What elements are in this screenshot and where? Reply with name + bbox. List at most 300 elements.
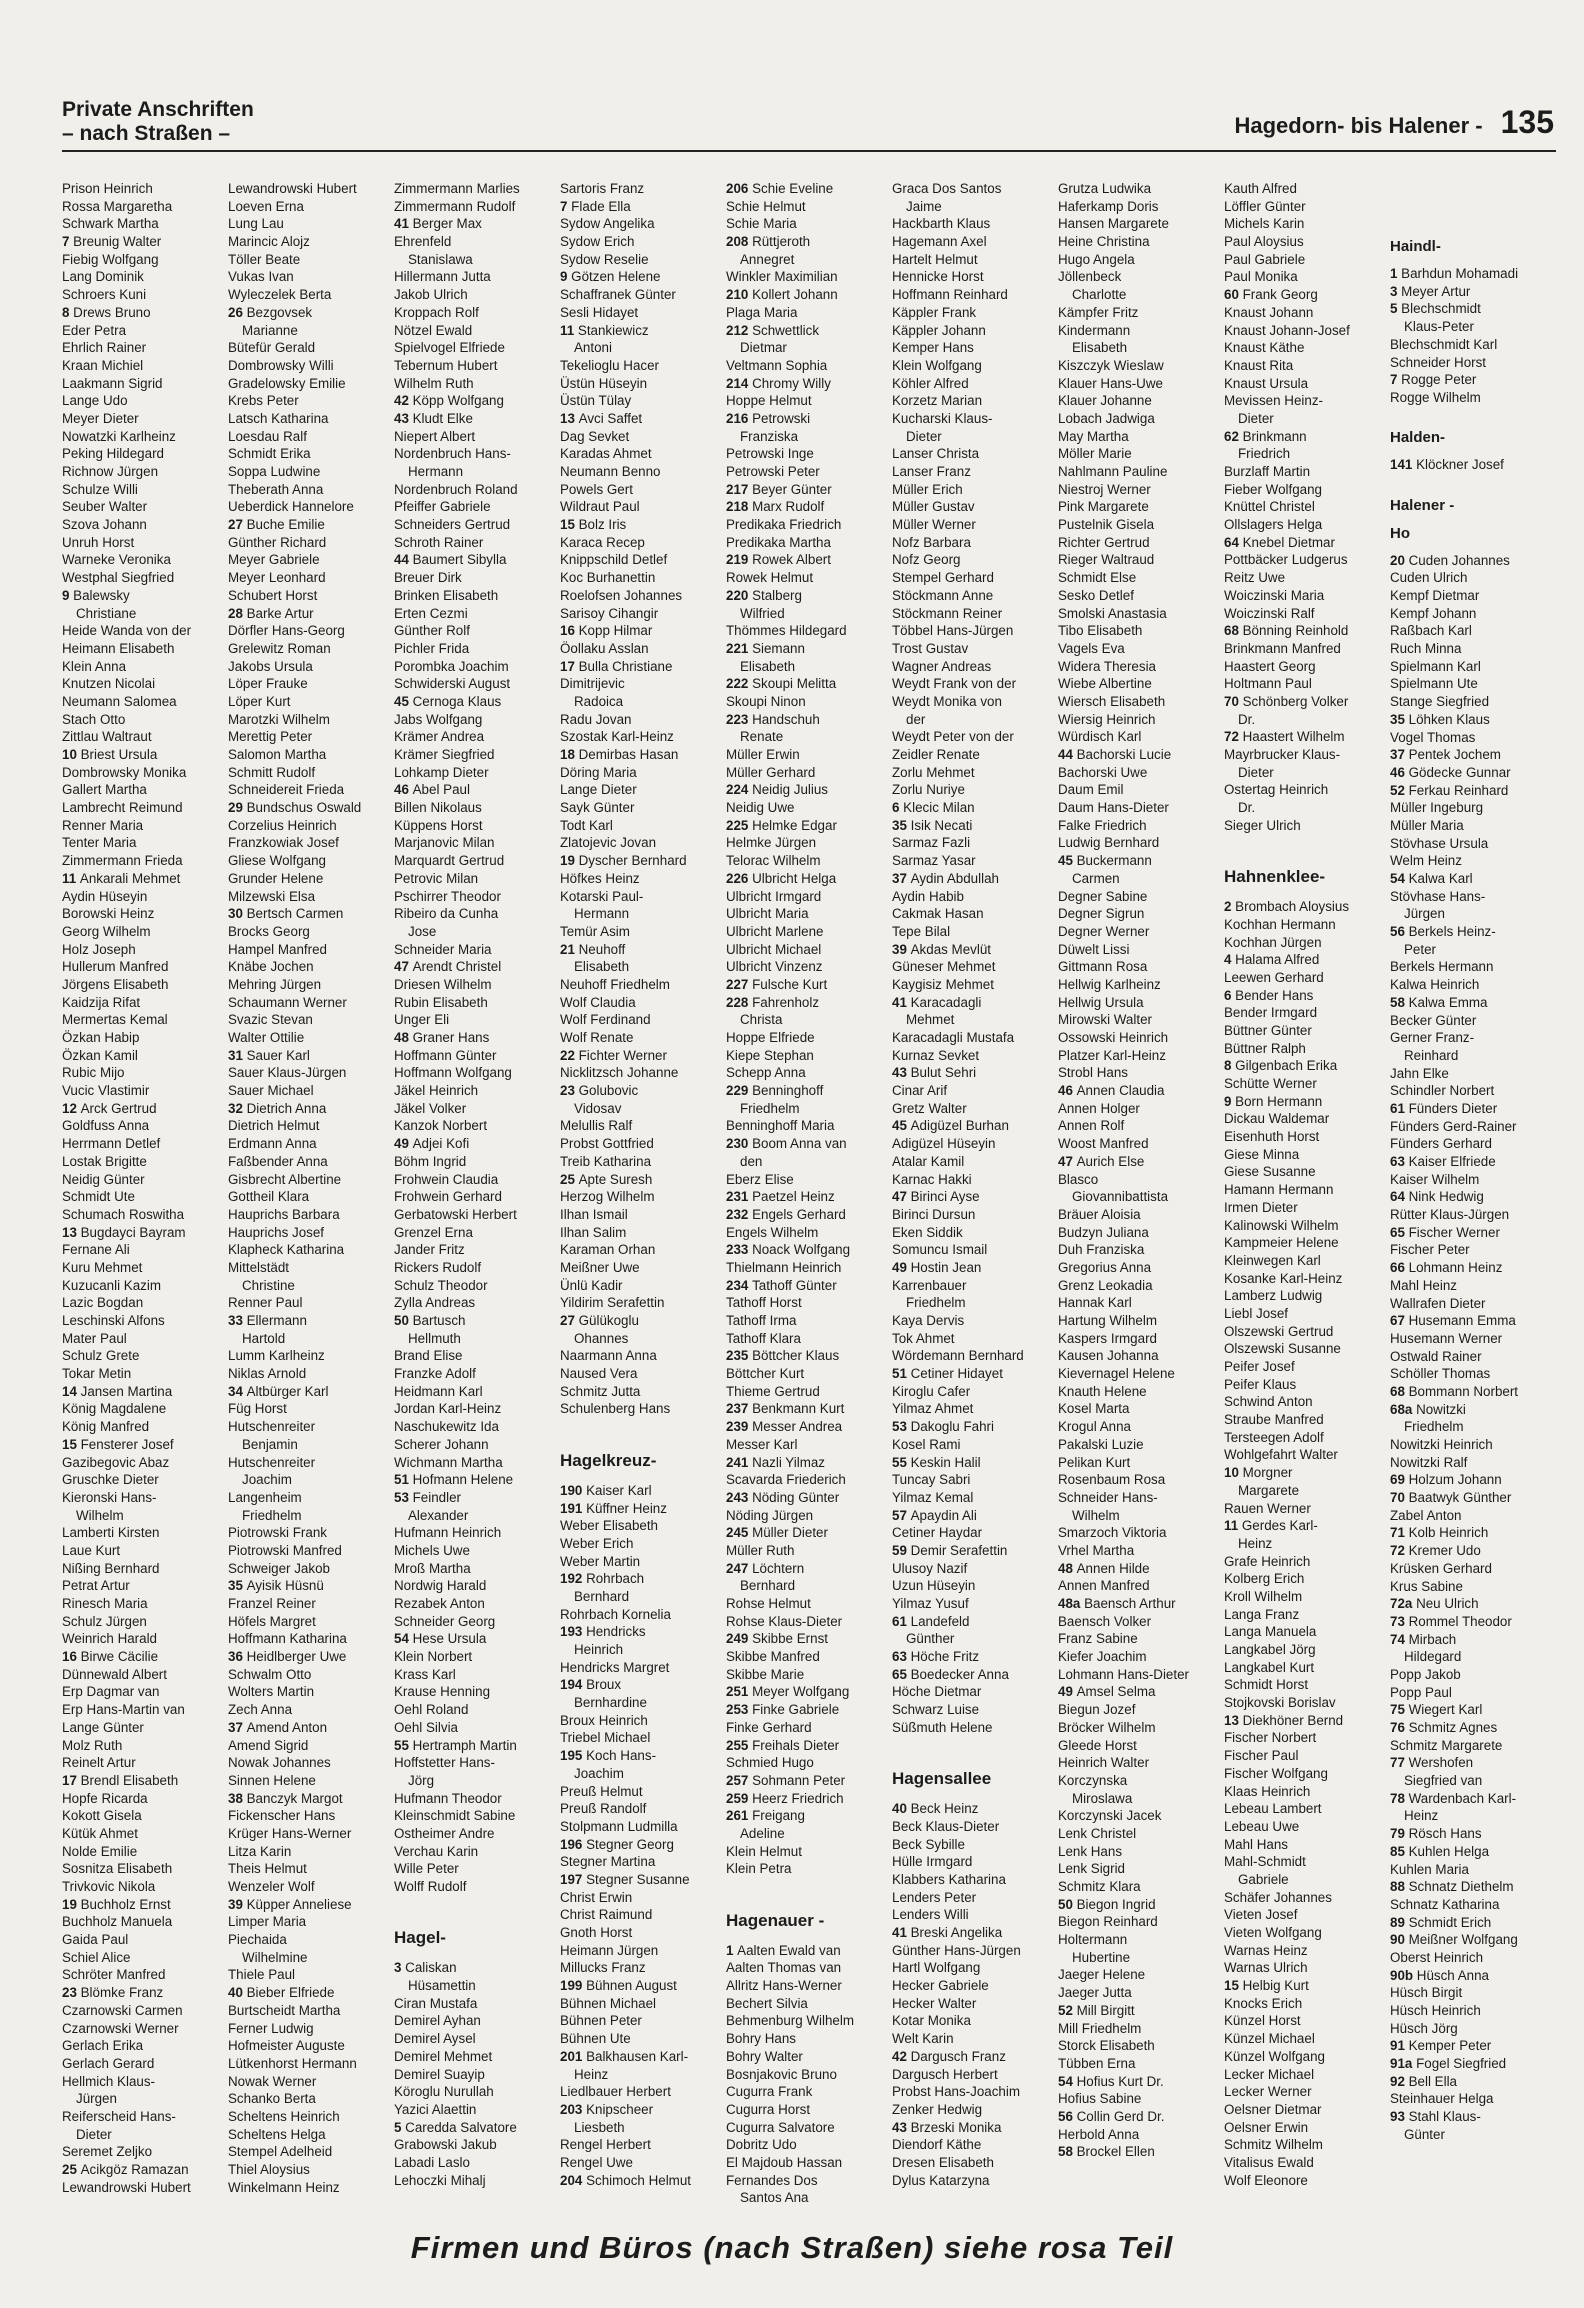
directory-entry: Mehring Jürgen — [228, 976, 322, 992]
house-number: 9 — [62, 587, 74, 603]
directory-entry: Scheltens Heinrich — [228, 2108, 340, 2124]
house-number: 3 — [1390, 283, 1402, 299]
directory-entry: Thieme Gertrud — [726, 1383, 820, 1399]
resident-name: Kaiser Elfriede — [1408, 1154, 1496, 1169]
spacer — [726, 1878, 892, 1896]
directory-entry: Krause Henning — [394, 1684, 491, 1700]
directory-entry — [1224, 898, 1390, 916]
directory-entry: Kochhan Jürgen — [1224, 934, 1322, 950]
directory-entry: Welm Heinz — [1390, 853, 1462, 869]
house-number: 37 — [892, 870, 911, 886]
entry-continuation: Dieter — [76, 2126, 112, 2142]
directory-entry: Demirel Mehmet — [394, 2048, 493, 2064]
directory-entry: Langa Franz — [1224, 1606, 1300, 1622]
directory-entry — [1058, 2108, 1224, 2126]
entry-continuation: Jose — [408, 923, 437, 939]
resident-name: Pentek Jochem — [1408, 747, 1501, 763]
entry-continuation: Benjamin — [242, 1436, 298, 1452]
directory-entry — [560, 1977, 726, 1995]
directory-entry — [1224, 1517, 1390, 1535]
entry-continuation: Mehmet — [906, 1012, 955, 1028]
resident-name: Karacadagli — [910, 994, 982, 1010]
directory-entry: Pschirrer Theodor — [394, 888, 501, 904]
spacer — [394, 1896, 560, 1914]
directory-entry — [726, 1188, 892, 1206]
entry-continuation: Franziska — [740, 428, 799, 444]
directory-entry: Daum Hans-Dieter — [1058, 800, 1169, 816]
directory-entry: Bühnen Ute — [560, 2031, 631, 2047]
entry-continuation: Wilhelm — [1072, 1507, 1120, 1523]
directory-entry: Mater Paul — [62, 1330, 127, 1346]
directory-entry: Karadas Ahmet — [560, 446, 652, 462]
directory-entry: Powels Gert — [560, 481, 633, 497]
directory-entry: Veltmann Sophia — [726, 357, 828, 373]
directory-entry: Grutza Ludwika — [1058, 181, 1152, 196]
resident-name: Diekhöner Bernd — [1242, 1712, 1344, 1728]
directory-entry: Strobl Hans — [1058, 1065, 1128, 1081]
house-number: 70 — [1390, 1490, 1409, 1506]
directory-entry: Lange Dieter — [560, 782, 637, 798]
directory-entry: Kievernagel Helene — [1058, 1366, 1175, 1382]
resident-name: Hese Ursula — [412, 1631, 487, 1647]
house-number: 31 — [228, 1047, 247, 1063]
directory-entry: Czarnowski Werner — [62, 2020, 179, 2036]
directory-entry: Wallrafen Dieter — [1390, 1295, 1486, 1311]
directory-entry — [726, 675, 892, 693]
resident-name: Ayisik Hüsnü — [246, 1578, 324, 1594]
directory-entry — [892, 2048, 1058, 2066]
directory-entry: Schiel Alice — [62, 1949, 131, 1965]
directory-entry: Kauth Alfred — [1224, 181, 1297, 196]
directory-entry — [62, 746, 228, 764]
entry-continuation: Dietmar — [740, 340, 787, 356]
directory-entry: Schneider Georg — [394, 1613, 496, 1629]
resident-name: Demir Serafettin — [910, 1542, 1008, 1558]
directory-entry: Lehoczki Mihalj — [394, 2172, 486, 2188]
directory-entry — [228, 1047, 394, 1065]
directory-entry: Tibo Elisabeth — [1058, 623, 1143, 639]
directory-entry: Hampel Manfred — [228, 941, 327, 957]
directory-entry: Schroth Rainer — [394, 534, 484, 550]
directory-entry: Ruch Minna — [1390, 641, 1462, 657]
directory-entry: Husemann Werner — [1390, 1330, 1503, 1346]
directory-entry: Korczynska — [1058, 1772, 1128, 1788]
entry-continuation: Dieter — [1238, 410, 1274, 426]
house-number: 40 — [228, 1985, 247, 2001]
directory-entry — [726, 498, 892, 516]
column-5 — [726, 180, 892, 2206]
resident-name: Blömke Franz — [80, 1985, 164, 2001]
directory-entry: Ferner Ludwig — [228, 2020, 314, 2036]
directory-entry: Steinhauer Helga — [1390, 2091, 1494, 2107]
house-number: 13 — [1224, 1712, 1243, 1728]
house-number: 66 — [1390, 1260, 1409, 1276]
directory-entry — [1390, 1631, 1556, 1649]
directory-entry: Kosel Marta — [1058, 1401, 1130, 1417]
directory-entry: Degner Sabine — [1058, 888, 1148, 904]
house-number: 51 — [394, 1472, 413, 1488]
directory-entry: Rengel Uwe — [560, 2154, 633, 2170]
resident-name: Heidlberger Uwe — [246, 1649, 347, 1665]
directory-entry: Nöding Jürgen — [726, 1507, 814, 1523]
resident-name: Briest Ursula — [80, 747, 158, 762]
directory-entry: Vieten Josef — [1224, 1907, 1298, 1923]
directory-entry: Wolf Renate — [560, 1030, 634, 1045]
house-number: 37 — [228, 1719, 247, 1735]
directory-entry: Jahn Elke — [1390, 1065, 1449, 1081]
house-number: 72 — [1390, 1543, 1409, 1559]
directory-entry: Fischer Peter — [1390, 1242, 1470, 1258]
directory-entry: Düwelt Lissi — [1058, 941, 1130, 957]
directory-entry: Irmen Dieter — [1224, 1199, 1298, 1215]
directory-entry: Schroers Kuni — [62, 287, 147, 303]
directory-entry — [1390, 2055, 1556, 2073]
directory-entry: Schwind Anton — [1224, 1394, 1313, 1410]
directory-entry — [892, 1117, 1058, 1135]
directory-entry — [1390, 2037, 1556, 2055]
house-number: 199 — [560, 1978, 587, 1994]
directory-entry: Knaust Johann — [1224, 304, 1314, 320]
directory-entry — [1390, 1701, 1556, 1719]
directory-entry: Jander Fritz — [394, 1242, 465, 1258]
directory-entry — [892, 1259, 1058, 1277]
directory-entry — [560, 1747, 726, 1765]
directory-entry: Fischer Norbert — [1224, 1730, 1317, 1746]
directory-entry: Wilhelm Ruth — [394, 375, 474, 391]
house-number: 5 — [1390, 301, 1402, 317]
directory-entry — [394, 781, 560, 799]
directory-entry: Dickau Waldemar — [1224, 1111, 1330, 1127]
directory-entry: Schaffranek Günter — [560, 287, 676, 303]
directory-entry: Engels Wilhelm — [726, 1224, 819, 1240]
resident-name: Kuhlen Helga — [1408, 1843, 1490, 1859]
entry-continuation: Hubertine — [1072, 1949, 1131, 1965]
directory-entry: Rieger Waltraud — [1058, 552, 1155, 568]
directory-entry: Triebel Michael — [560, 1730, 651, 1746]
house-number: 11 — [62, 870, 80, 886]
entry-continuation: Dr. — [1238, 800, 1256, 816]
directory-entry: Schmidt Erika — [228, 446, 311, 462]
directory-entry: Scherer Johann — [394, 1436, 489, 1452]
directory-entry: Hutschenreiter — [228, 1419, 316, 1435]
directory-entry — [726, 233, 892, 251]
directory-entry: Giese Minna — [1224, 1146, 1300, 1162]
directory-entry: Kosel Rami — [892, 1436, 961, 1452]
directory-entry: Lanser Christa — [892, 446, 980, 462]
directory-entry: Zeidler Renate — [892, 747, 980, 762]
directory-entry: Grunder Helene — [228, 870, 324, 886]
directory-entry — [1224, 693, 1390, 711]
house-number: 75 — [1390, 1702, 1409, 1718]
resident-name: Bommann Norbert — [1408, 1383, 1519, 1399]
entry-continuation: Bernhard — [574, 1588, 630, 1604]
directory-entry — [1390, 1613, 1556, 1631]
house-number: 208 — [726, 234, 753, 250]
directory-entry: Demirel Suayip — [394, 2066, 485, 2082]
directory-entry: Franz Sabine — [1058, 1631, 1138, 1647]
resident-name: Frank Georg — [1242, 287, 1318, 303]
resident-name: Tathoff Günter — [752, 1277, 837, 1293]
directory-entry: Hufmann Heinrich — [394, 1525, 502, 1541]
entry-continuation: Antoni — [574, 340, 612, 356]
directory-entry: Thiel Aloysius — [228, 2162, 310, 2177]
directory-entry: Dylus Katarzyna — [892, 2172, 990, 2188]
directory-entry: Aalten Thomas van — [726, 1960, 842, 1976]
resident-name: Löchtern — [752, 1560, 805, 1576]
resident-name: Amsel Selma — [1076, 1684, 1156, 1700]
directory-entry: Unruh Horst — [62, 534, 135, 550]
directory-entry: Schulze Willi — [62, 481, 138, 497]
directory-entry: Tok Ahmet — [892, 1330, 955, 1346]
directory-entry: Zorlu Nuriye — [892, 782, 965, 798]
directory-entry: Widera Theresia — [1058, 658, 1156, 674]
directory-entry: Millucks Franz — [560, 1960, 646, 1976]
spacer — [1390, 407, 1556, 425]
resident-name: Nöding Günter — [752, 1489, 840, 1505]
directory-entry: Heine Christina — [1058, 234, 1150, 250]
resident-name: Fünders Dieter — [1408, 1100, 1498, 1116]
house-number: 61 — [1390, 1100, 1409, 1116]
directory-entry: Schöller Thomas — [1390, 1366, 1491, 1382]
directory-entry: Stojkovski Borislav — [1224, 1695, 1336, 1711]
directory-entry — [1224, 951, 1390, 969]
directory-entry — [726, 1942, 892, 1960]
house-number: 40 — [892, 1801, 911, 1817]
resident-name: Fogel Siegfried — [1416, 2056, 1507, 2072]
directory-entry: Hüsch Birgit — [1390, 1985, 1463, 2001]
house-number: 261 — [726, 1808, 753, 1824]
resident-name: Meyer Artur — [1401, 283, 1471, 299]
directory-entry: Koc Burhanettin — [560, 570, 656, 586]
resident-name: Morgner — [1242, 1465, 1293, 1481]
directory-entry — [726, 1418, 892, 1436]
resident-name: Brockel Ellen — [1076, 2144, 1155, 2160]
directory-entry: Pakalski Luzie — [1058, 1436, 1144, 1452]
directory-entry — [228, 1719, 394, 1737]
directory-entry — [1224, 987, 1390, 1005]
resident-name: Bulla Christiane — [578, 658, 673, 674]
directory-entry: Seremet Zeljko — [62, 2144, 153, 2160]
directory-entry: Schneider Horst — [1390, 354, 1487, 370]
directory-entry: Peking Hildegard — [62, 446, 164, 462]
house-number: 214 — [726, 375, 753, 391]
directory-entry: Thielmann Heinrich — [726, 1259, 842, 1275]
directory-entry: Rubic Mijo — [62, 1065, 125, 1081]
entry-continuation: Wilhelmine — [242, 1949, 308, 1965]
directory-entry: Gleede Horst — [1058, 1737, 1137, 1753]
directory-entry: Loeven Erna — [228, 198, 304, 214]
directory-entry: Brinken Elisabeth — [394, 587, 499, 603]
directory-entry: Schmitz Margarete — [1390, 1737, 1503, 1753]
directory-entry: Hauprichs Barbara — [228, 1206, 340, 1222]
directory-entry — [1390, 2073, 1556, 2091]
directory-entry: Cakmak Hasan — [892, 906, 984, 922]
directory-entry: Heidmann Karl — [394, 1383, 483, 1399]
resident-name: Stalberg — [752, 587, 802, 603]
directory-entry: Klein Norbert — [394, 1649, 473, 1665]
directory-entry: Ünlü Kadir — [560, 1277, 623, 1293]
directory-entry — [1390, 1595, 1556, 1613]
directory-entry: Kaidzija Rifat — [62, 994, 141, 1010]
directory-entry: Duh Franziska — [1058, 1242, 1145, 1258]
directory-entry — [1390, 1790, 1556, 1808]
directory-entry: Kiepe Stephan — [726, 1047, 814, 1063]
house-number: 41 — [394, 216, 413, 232]
directory-entry: Stegner Martina — [560, 1854, 656, 1870]
directory-entry — [726, 781, 892, 799]
house-number: 197 — [560, 1871, 587, 1887]
resident-name: Acikgöz Ramazan — [80, 2162, 189, 2177]
directory-entry: Knüttel Christel — [1224, 499, 1315, 515]
resident-name: Löhken Klaus — [1408, 711, 1490, 727]
resident-name: Wershofen — [1408, 1755, 1474, 1771]
directory-entry: Schnatz Katharina — [1390, 1896, 1500, 1912]
directory-entry: Schmidt Else — [1058, 570, 1137, 586]
directory-entry: Schmitz Wilhelm — [1224, 2137, 1323, 2153]
resident-name: Collin Gerd Dr. — [1076, 2108, 1165, 2124]
house-number: 78 — [1390, 1790, 1409, 1806]
directory-entry — [560, 2101, 726, 2119]
directory-entry: Schulz Jürgen — [62, 1613, 147, 1629]
directory-entry: Pfeiffer Gabriele — [394, 499, 491, 515]
resident-name: Brzeski Monika — [910, 2119, 1002, 2135]
house-number: 8 — [62, 304, 74, 320]
directory-entry: Lung Lau — [228, 216, 284, 232]
directory-entry — [560, 198, 726, 216]
entry-continuation: Joachim — [574, 1765, 624, 1781]
resident-name: Keskin Halil — [910, 1454, 981, 1470]
house-number: 249 — [726, 1631, 753, 1647]
house-number: 253 — [726, 1702, 753, 1718]
resident-name: Brinkmann — [1242, 428, 1307, 444]
directory-entry: Klabbers Katharina — [892, 1871, 1006, 1887]
directory-entry — [1224, 428, 1390, 446]
directory-entry — [394, 1029, 560, 1047]
directory-entry — [1390, 1719, 1556, 1737]
directory-entry: Nißing Bernhard — [62, 1560, 160, 1576]
directory-entry: Daum Emil — [1058, 782, 1124, 798]
entry-continuation: Peter — [1404, 941, 1437, 957]
directory-entry: Michels Uwe — [394, 1542, 470, 1558]
directory-entry: Schaumann Werner — [228, 994, 347, 1010]
directory-entry: Kuhlen Maria — [1390, 1861, 1469, 1877]
resident-name: Heerz Friedrich — [752, 1790, 844, 1806]
directory-entry — [62, 2161, 228, 2179]
directory-entry: Kleinwegen Karl — [1224, 1252, 1321, 1268]
directory-entry: Krüger Hans-Werner — [228, 1825, 352, 1841]
directory-entry: Lange Günter — [62, 1719, 144, 1735]
house-number: 243 — [726, 1489, 753, 1505]
directory-entry: Popp Paul — [1390, 1684, 1452, 1700]
directory-entry: Köhler Alfred — [892, 375, 969, 391]
house-number: 57 — [892, 1507, 911, 1523]
directory-entry: Hoffmann Katharina — [228, 1631, 347, 1647]
directory-entry: Zimmermann Frieda — [62, 853, 183, 869]
directory-entry: Rinesch Maria — [62, 1596, 148, 1611]
resident-name: Hendricks — [586, 1624, 646, 1640]
directory-entry: Broux Heinrich — [560, 1712, 648, 1728]
house-number: 10 — [1224, 1465, 1243, 1481]
directory-entry: Theis Helmut — [228, 1861, 307, 1877]
directory-entry: Stange Siegfried — [1390, 694, 1490, 710]
directory-entry — [726, 1701, 892, 1719]
directory-entry: Zittlau Waltraut — [62, 729, 152, 745]
resident-name: Hostin Jean — [910, 1259, 982, 1275]
directory-entry — [1390, 1312, 1556, 1330]
directory-entry: Herzog Wilhelm — [560, 1189, 655, 1205]
directory-entry: Wichmann Martha — [394, 1454, 503, 1470]
directory-entry: Dombrowsky Monika — [62, 764, 187, 780]
directory-entry: Nolde Emilie — [62, 1843, 138, 1859]
house-number: 225 — [726, 817, 753, 833]
directory-entry — [228, 1896, 394, 1914]
directory-entry — [892, 817, 1058, 835]
directory-entry: Kanzok Norbert — [394, 1118, 488, 1134]
resident-name: Müller Dieter — [752, 1525, 828, 1541]
house-number: 7 — [1390, 372, 1402, 388]
directory-entry: Oehl Silvia — [394, 1719, 459, 1735]
directory-entry: Reinelt Artur — [62, 1755, 136, 1771]
directory-entry: Christ Raimund — [560, 1907, 653, 1923]
resident-name: Dyscher Bernhard — [578, 853, 687, 869]
house-number: 55 — [892, 1454, 911, 1470]
resident-name: Schmidt Erich — [1408, 1914, 1492, 1930]
resident-name: Rogge Peter — [1401, 372, 1477, 388]
directory-entry: Leewen Gerhard — [1224, 969, 1324, 985]
directory-entry: Ulbricht Maria — [726, 906, 809, 922]
directory-entry: Hennicke Horst — [892, 269, 984, 285]
directory-entry: Ulbricht Vinzenz — [726, 959, 823, 975]
resident-name: Cernoga Klaus — [412, 693, 502, 709]
entry-continuation: Günter — [1404, 2126, 1445, 2142]
directory-entry: Kiroglu Cafer — [892, 1383, 971, 1399]
directory-entry: Gerlach Erika — [62, 2038, 144, 2054]
directory-entry: Kotarski Paul- — [560, 888, 644, 904]
directory-entry: Heimann Jürgen — [560, 1942, 659, 1958]
entry-continuation: Friedhelm — [1404, 1419, 1464, 1435]
directory-entry: Rogge Wilhelm — [1390, 389, 1481, 405]
directory-entry — [560, 852, 726, 870]
directory-entry: Melullis Ralf — [560, 1118, 633, 1134]
directory-entry — [726, 817, 892, 835]
column-2 — [228, 180, 394, 2195]
spacer — [1224, 834, 1390, 852]
house-number: 257 — [726, 1772, 753, 1788]
directory-entry: Demirel Aysel — [394, 2031, 476, 2047]
house-number: 73 — [1390, 1613, 1409, 1629]
directory-entry: Schwiderski August — [394, 676, 511, 692]
resident-name: Bundschus Oswald — [246, 800, 362, 816]
entry-continuation: Santos Ana — [740, 2190, 809, 2206]
directory-entry: Lecker Michael — [1224, 2066, 1315, 2082]
directory-entry: Laakmann Sigrid — [62, 375, 163, 391]
resident-name: Fischer Werner — [1408, 1224, 1500, 1240]
directory-entry: Rauen Werner — [1224, 1500, 1311, 1516]
directory-entry: Klein Anna — [62, 658, 127, 674]
house-number: 50 — [394, 1313, 413, 1328]
directory-entry: Meyer Leonhard — [228, 570, 326, 586]
house-number: 194 — [560, 1677, 587, 1693]
directory-entry — [1058, 1896, 1224, 1914]
directory-entry — [1058, 1595, 1224, 1613]
directory-entry: Hutschenreiter — [228, 1454, 316, 1470]
directory-entry: Hartung Wilhelm — [1058, 1313, 1157, 1328]
directory-entry — [1390, 265, 1556, 283]
resident-name: Bühnen August — [586, 1978, 677, 1994]
resident-name: Brombach Aloysius — [1235, 899, 1350, 915]
directory-entry: Kaya Dervis — [892, 1313, 965, 1328]
house-number: 20 — [1390, 552, 1409, 568]
